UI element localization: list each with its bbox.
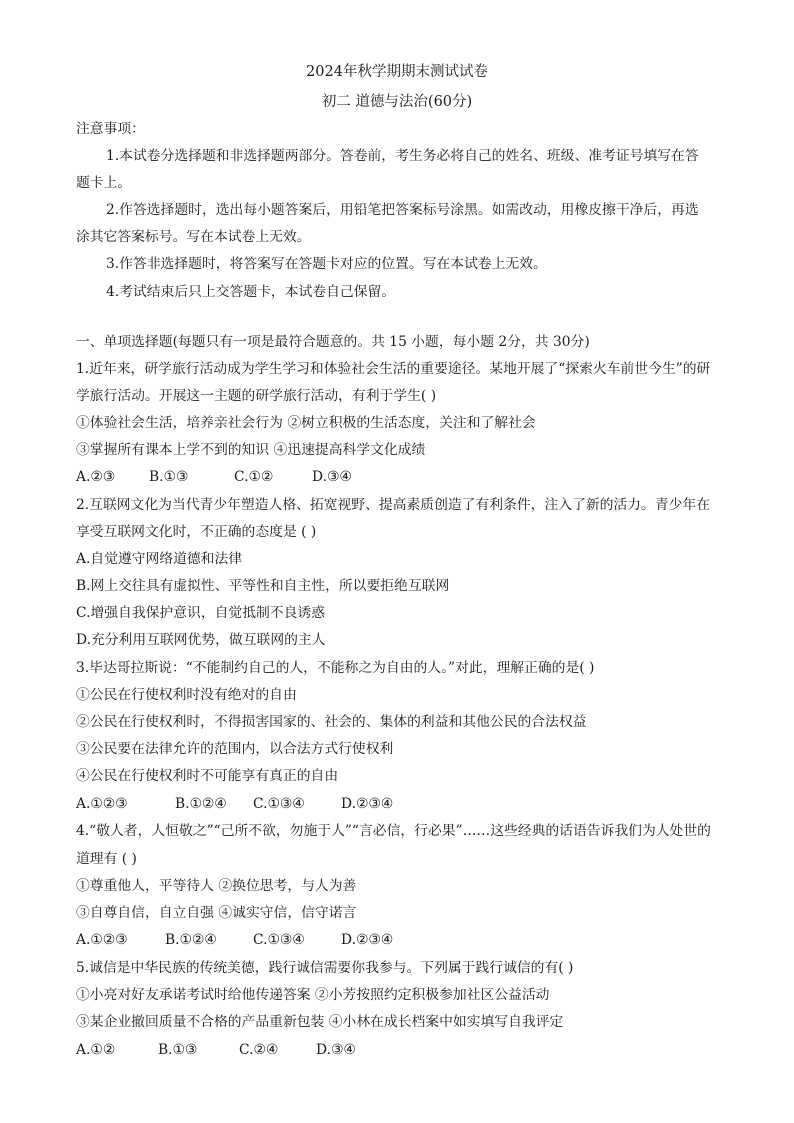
note-item-2-cont: 涂其它答案标号。写在本试卷上无效。: [76, 229, 311, 245]
question-4-stem-cont: 道理有 ( ): [76, 851, 137, 867]
question-5-statement-row: ①小亮对好友承诺考试时给他传递答案 ②小芳按照约定积极参加社区公益活动: [76, 987, 550, 1003]
question-4-options: [76, 930, 476, 950]
note-item-1-cont: 题卡上。: [76, 175, 132, 191]
option-c: C.①③④: [253, 932, 305, 948]
question-3-statement: ③公民要在法律允许的范围内，以合法方式行使权利: [76, 741, 394, 757]
question-3-stem: 3.毕达哥拉斯说：“不能制约自己的人，不能称之为自由的人。”对此，理解正确的是( ): [76, 660, 595, 676]
note-item-3: 3.作答非选择题时，将答案写在答题卡对应的位置。写在本试卷上无效。: [106, 256, 547, 272]
question-2-stem-cont: 享受互联网文化时，不正确的态度是 ( ): [76, 524, 317, 540]
question-1-stem: 1.近年来，研学旅行活动成为学生学习和体验社会生活的重要途径。某地开展了“探索火车前世今生”的研: [76, 361, 711, 377]
question-2-option-c: C.增强自我保护意识，自觉抵制不良诱惑: [76, 605, 325, 621]
option-a: A.①②③: [76, 932, 128, 948]
question-1-statement-row: ③掌握所有课本上学不到的知识 ④迅速提高科学文化成绩: [76, 442, 426, 458]
notes-heading: 注意事项：: [76, 121, 145, 137]
exam-title: 2024年秋学期期末测试试卷: [306, 64, 488, 80]
question-4-stem: 4.“敬人者，人恒敬之”“己所不欲，勿施于人”“言必信，行必果”……这些经典的话语告诉我们为人处世的: [76, 823, 711, 839]
question-5-statement-row: ③某企业撤回质量不合格的产品重新包装 ④小林在成长档案中如实填写自我评定: [76, 1014, 564, 1030]
option-a: A.①②③: [76, 796, 128, 812]
option-c: C.①③④: [253, 796, 305, 812]
question-3-statement: ④公民在行使权利时不可能享有真正的自由: [76, 768, 339, 784]
question-2-stem: 2.互联网文化为当代青少年塑造人格、拓宽视野、提高素质创造了有利条件，注入了新的活力。青少年在: [76, 497, 711, 513]
question-2-option-d: D.充分利用互联网优势，做互联网的主人: [76, 632, 326, 648]
section-heading: 一、单项选择题(每题只有一项是最符合题意的。共 15 小题，每小题 2分，共 30分): [76, 334, 590, 350]
option-a: A.①②: [76, 1042, 116, 1058]
option-c: C.②④: [239, 1042, 279, 1058]
question-5-stem: 5.诚信是中华民族的传统美德，践行诚信需要你我参与。下列属于践行诚信的有( ): [76, 960, 574, 976]
option-d: D.③④: [316, 1042, 356, 1058]
note-item-2: 2.作答选择题时，选出每小题答案后，用铅笔把答案标号涂黑。如需改动，用橡皮擦干净后，再选: [106, 202, 699, 218]
question-4-statement-row: ③自尊自信，自立自强 ④诚实守信，信守诺言: [76, 905, 357, 921]
option-a: A.②③: [76, 469, 116, 485]
question-3-statement: ②公民在行使权利时，不得损害国家的、社会的、集体的利益和其他公民的合法权益: [76, 714, 587, 730]
question-3-options: [76, 794, 476, 814]
option-d: D.②③④: [341, 796, 394, 812]
option-c: C.①②: [234, 469, 274, 485]
option-b: B.①③: [149, 469, 189, 485]
option-b: B.①③: [158, 1042, 198, 1058]
question-1-stem-cont: 学旅行活动。开展这一主题的研学旅行活动，有利于学生( ): [76, 388, 437, 404]
question-5-options: [76, 1040, 476, 1060]
question-4-statement-row: ①尊重他人，平等待人 ②换位思考，与人为善: [76, 878, 357, 894]
question-1-options: [76, 467, 476, 487]
note-item-4: 4.考试结束后只上交答题卡，本试卷自己保留。: [106, 284, 396, 300]
option-d: D.③④: [312, 469, 352, 485]
question-2-option-a: A.自觉遵守网络道德和法律: [76, 551, 243, 567]
question-3-statement: ①公民在行使权利时没有绝对的自由: [76, 687, 297, 703]
question-2-option-b: B.网上交往具有虚拟性、平等性和自主性，所以要拒绝互联网: [76, 578, 450, 594]
exam-subtitle: 初二 道德与法治(60分): [321, 94, 473, 110]
option-b: B.①②④: [175, 796, 227, 812]
note-item-1: 1.本试卷分选择题和非选择题两部分。答卷前，考生务必将自己的姓名、班级、准考证号填写在答: [106, 148, 699, 164]
option-b: B.①②④: [165, 932, 217, 948]
question-1-statement-row: ①体验社会生活，培养亲社会行为 ②树立积极的生活态度，关注和了解社会: [76, 415, 536, 431]
option-d: D.②③④: [341, 932, 394, 948]
